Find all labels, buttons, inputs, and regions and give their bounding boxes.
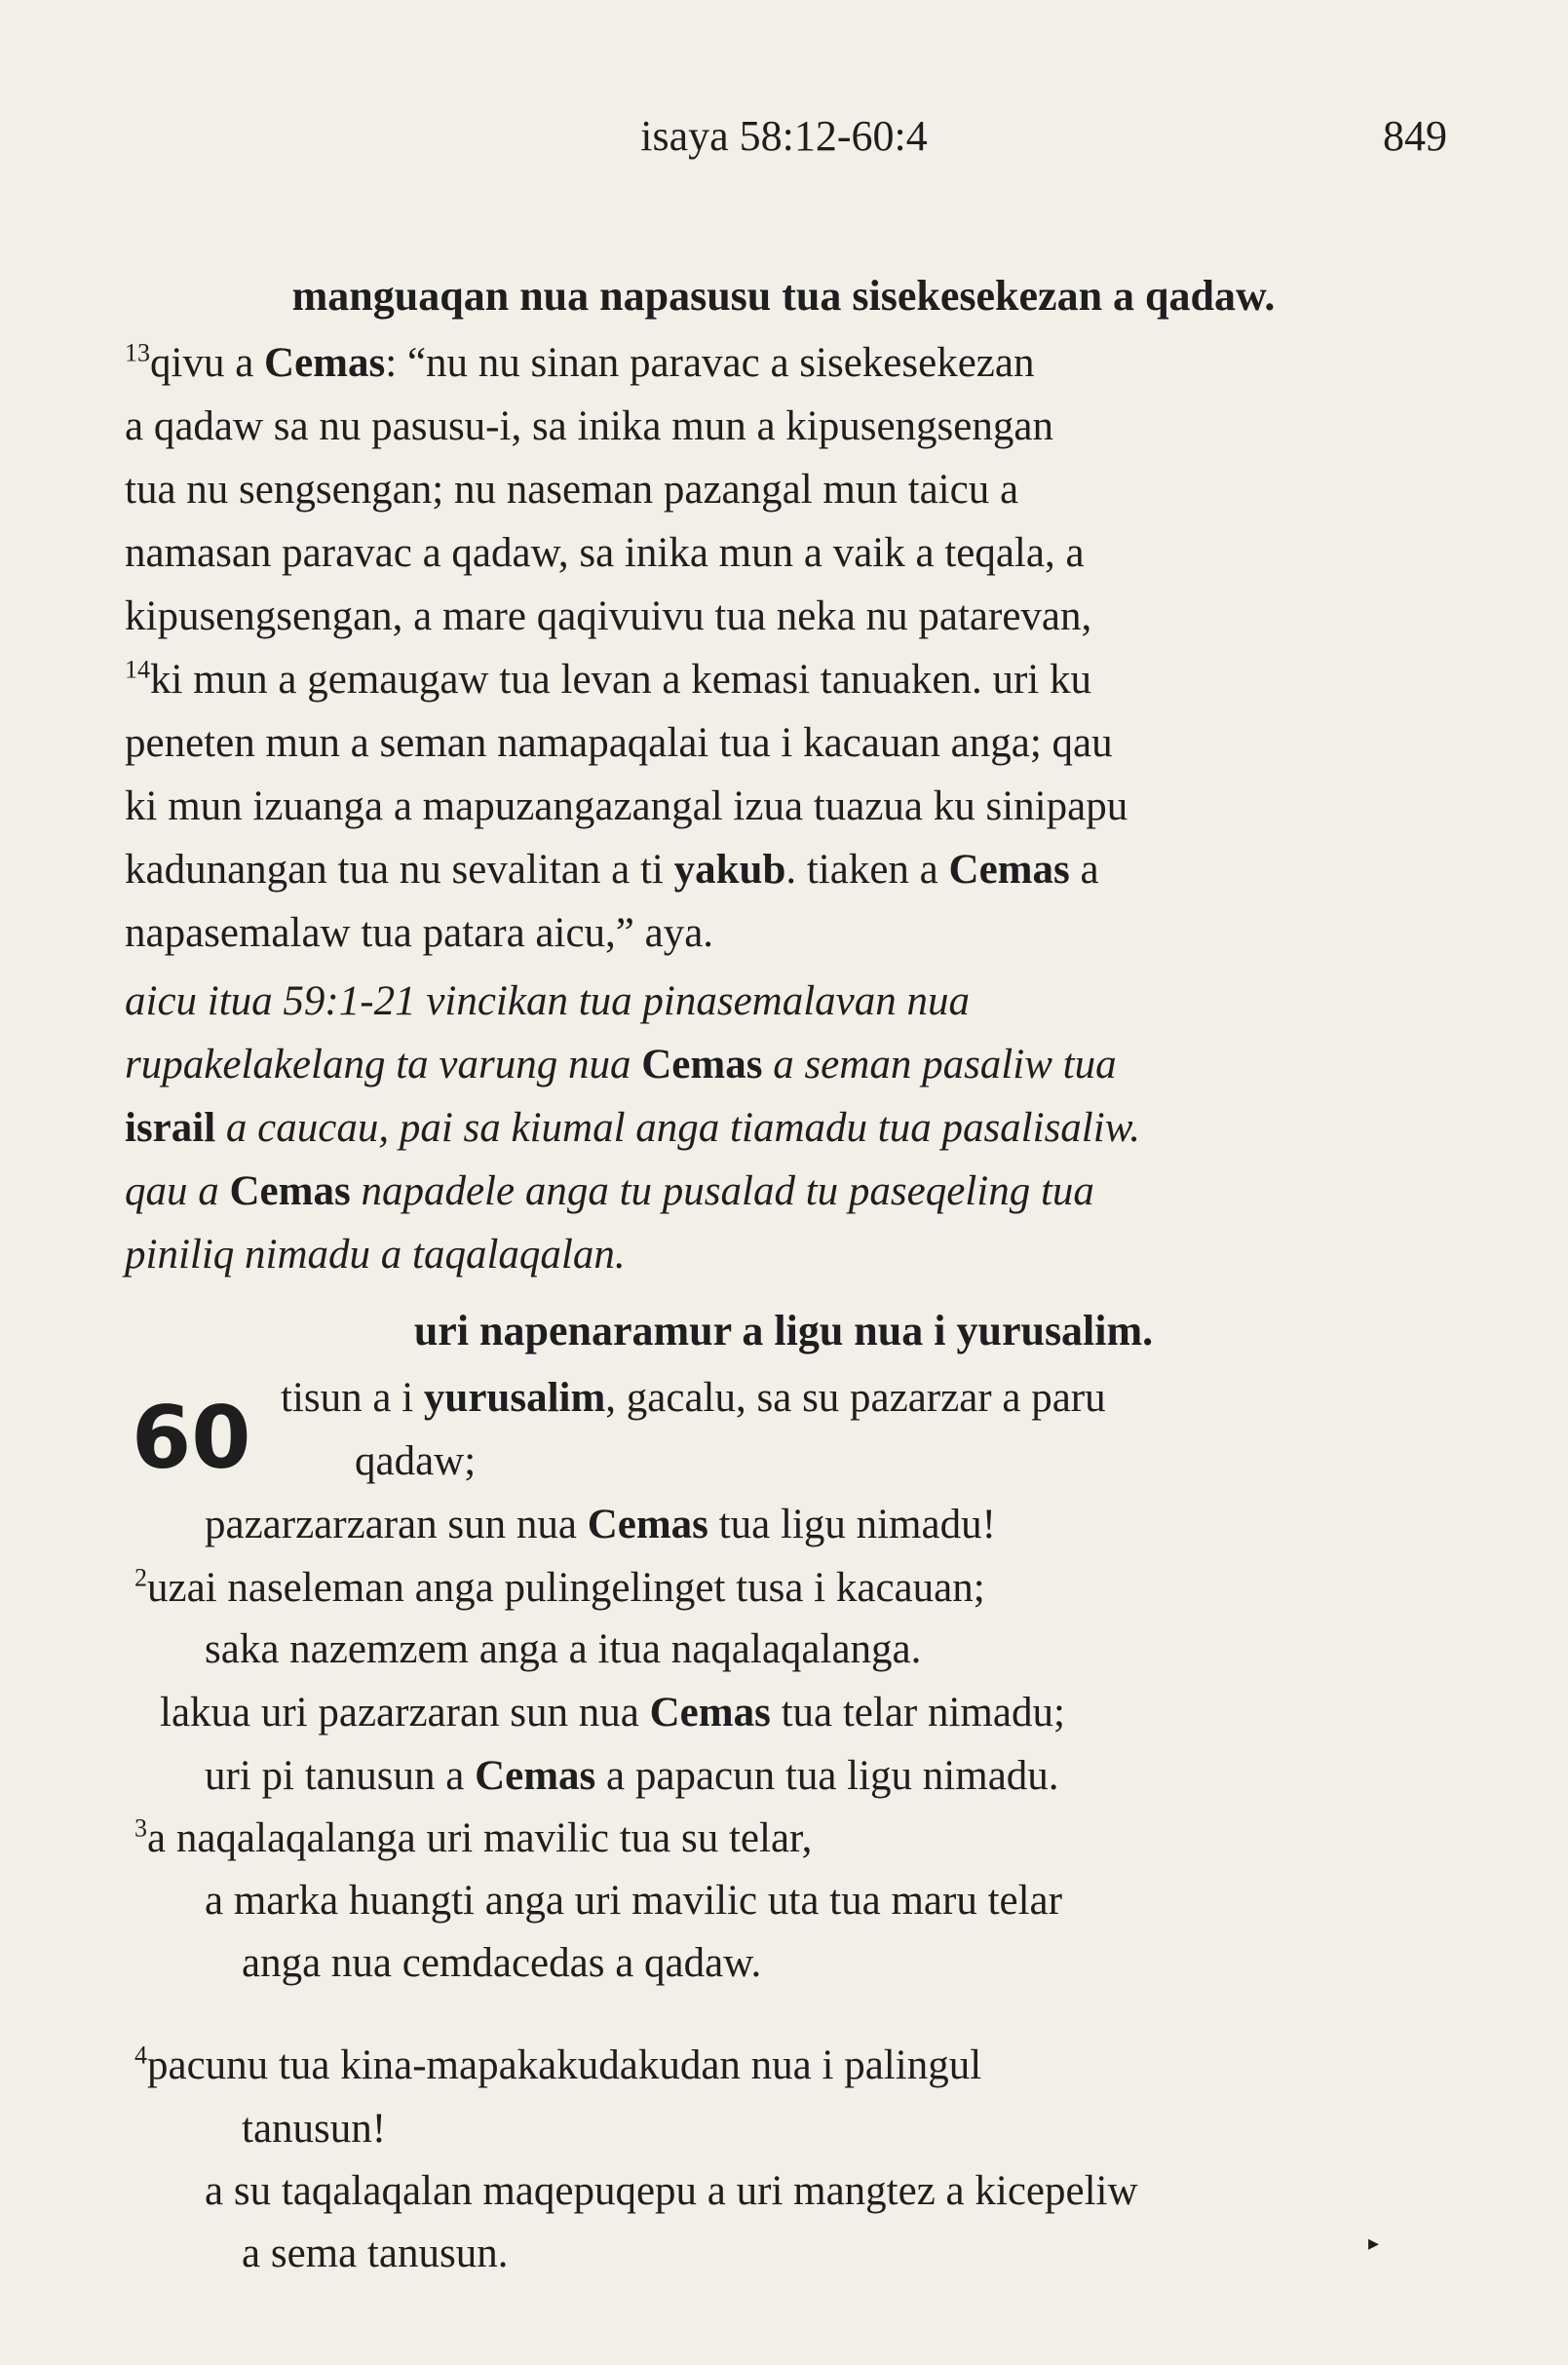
verse-number: 14 bbox=[125, 655, 150, 684]
verse-line: ki mun izuanga a mapuzangazangal izua tuazua ku sinipapu bbox=[125, 783, 1128, 829]
poem-line: $^3$a naqalaqalanga uri mavilic tua su telar, bbox=[134, 1813, 813, 1861]
chapter-intro bbox=[125, 970, 1442, 1286]
verse-line: kipusengsengan, a mare qaqivuivu tua neka nu patarevan, bbox=[125, 593, 1092, 639]
verse-number: 4 bbox=[134, 2041, 147, 2070]
poem-line: anga nua cemdacedas a qadaw. bbox=[242, 1940, 762, 1986]
poem-line: $^2$uzai naseleman anga pulingelinget tusa i kacauan; bbox=[134, 1563, 985, 1611]
section-heading-text: manguaqan nua napasusu tua sisekesekezan a qadaw. bbox=[291, 272, 1276, 320]
poem-line: saka nazemzem anga a itua naqalaqalanga. bbox=[205, 1626, 922, 1672]
poem-line: tisun a i yurusalim, gacalu, sa su pazarzar a paru bbox=[281, 1375, 1106, 1421]
verse-line: namasan paravac a qadaw, sa inika mun a vaik a teqala, a bbox=[125, 530, 1085, 576]
verse-line: $^{14}$ki mun a gemaugaw tua levan a kemasi tanuaken. uri ku bbox=[125, 655, 1091, 703]
page-number: 849 bbox=[1383, 112, 1447, 160]
section-heading-sabbath bbox=[125, 271, 1442, 321]
intro-line: rupakelakelang ta varung nua Cemas a seman pasaliw tua bbox=[125, 1042, 1117, 1087]
page-header bbox=[0, 105, 1568, 164]
poem-line: lakua uri pazarzaran sun nua Cemas tua telar nimadu; bbox=[160, 1690, 1065, 1736]
poem-line: a marka huangti anga uri mavilic uta tua maru telar bbox=[205, 1878, 1062, 1924]
verses-13-14 bbox=[125, 331, 1442, 965]
poem-line: uri pi tanusun a Cemas a papacun tua ligu nimadu. bbox=[205, 1753, 1059, 1799]
verse-line: tua nu sengsengan; nu naseman pazangal mun taicu a bbox=[125, 467, 1019, 513]
verse-line: peneten mun a seman namapaqalai tua i kacauan anga; qau bbox=[125, 720, 1113, 766]
chapter-number: 60 bbox=[132, 1388, 251, 1488]
poem-line: a su taqalaqalan maqepuqepu a uri mangtez a kicepeliw bbox=[205, 2168, 1138, 2214]
section-heading-light bbox=[125, 1306, 1442, 1355]
verse-line: napasemalaw tua patara aicu,” aya. bbox=[125, 910, 714, 956]
intro-line: piniliq nimadu a taqalaqalan. bbox=[125, 1232, 626, 1278]
verse-number: 13 bbox=[125, 338, 150, 367]
verse-line: $^{13}$qivu a Cemas: “nu nu sinan paravac a sisekesekezan bbox=[125, 338, 1035, 386]
verse-number: 2 bbox=[134, 1563, 147, 1592]
running-title: isaya 58:12-60:4 bbox=[640, 112, 928, 160]
poem-line: pazarzarzaran sun nua Cemas tua ligu nimadu! bbox=[205, 1502, 996, 1547]
verse-line: kadunangan tua nu sevalitan a ti yakub. tiaken a Cemas a bbox=[125, 847, 1099, 893]
intro-line: aicu itua 59:1-21 vincikan tua pinasemalavan nua bbox=[125, 978, 971, 1024]
verse-number: 3 bbox=[134, 1813, 147, 1843]
poem-line: qadaw; bbox=[355, 1438, 477, 1484]
intro-line: qau a Cemas napadele anga tu pusalad tu paseqeling tua bbox=[125, 1168, 1094, 1214]
intro-line: israil a caucau, pai sa kiumal anga tiamadu tua pasalisaliw. bbox=[125, 1105, 1140, 1151]
section-heading-text: uri napenaramur a ligu nua i yurusalim. bbox=[413, 1307, 1154, 1354]
verse-line: a qadaw sa nu pasusu-i, sa inika mun a kipusengsengan bbox=[125, 403, 1053, 449]
poem-line: $^4$pacunu tua kina-mapakakudakudan nua i palingul bbox=[134, 2041, 982, 2088]
poem-line: a sema tanusun. bbox=[242, 2231, 509, 2276]
continuation-mark-icon: ▸ bbox=[1368, 2231, 1380, 2256]
poem-line: tanusun! bbox=[242, 2106, 387, 2152]
